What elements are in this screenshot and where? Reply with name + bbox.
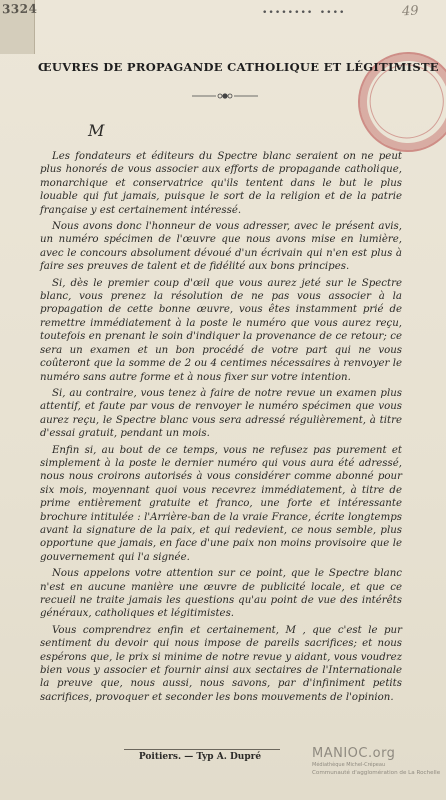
folio-number: 49 <box>401 3 419 20</box>
paragraph: Vous comprendrez enfin et certainement, M , que c'est le pur sentiment du devoir qui nous impose de pareils sacrifices; et nous espérons que, le prix si minime de notre revue y aidant, vous voudrez bien vous y associer et fournir ainsi aux sectaires de l'Internationale la preuve que, nous aussi, nous savons, par d'infiniment petits sacrifices, provoquer et seconder les bons mouvements de l'opinion. <box>40 624 402 703</box>
watermark-line-2: Communauté d'agglomération de La Rochelle <box>312 770 441 776</box>
printer-imprint: Poitiers. — Typ A. Dupré <box>138 752 262 762</box>
footer-divider <box>124 749 280 750</box>
paragraph: Enfin si, au bout de ce temps, vous ne refusez pas purement et simplement à la poste le dernier numéro qui vous aura été adressé, nous nous croirons autorisés à vous considérer comme abonné pour six mois, moyennant quoi vous recevrez immédiatement, à titre de prime entièrement gratuite et franco, une forte et intéressante brochure intitulée : l'Arrière-ban de la vraie France, écrite longtemps avant la signature de la paix, et qui redevient, ce nous semble, plus opportune que jamais, en face d'une paix non moins provisoire que le gouvernement qui l'a signée. <box>40 444 402 563</box>
document-title: ŒUVRES DE PROPAGANDE CATHOLIQUE ET LÉGITIMISTE <box>38 60 439 74</box>
manioc-watermark <box>312 746 446 776</box>
paragraph: Nous appelons votre attention sur ce point, que le Spectre blanc n'est en aucune manière une œuvre de publicité locale, et que ce recueil ne traite jamais les questions qu'au point de vue des intérêts généraux, catholiques et légitimistes. <box>40 568 402 620</box>
watermark-line-1: Médiathèque Michel-Crépeau <box>312 762 386 768</box>
ornament-divider <box>192 91 258 101</box>
library-stamp <box>344 38 446 166</box>
manioc-logo: MANIOC.org <box>312 746 396 761</box>
paragraph: Les fondateurs et éditeurs du Spectre blanc seraient on ne peut plus honorés de vous associer aux efforts de propagande catholique, monarchique et conservatrice qu'ils tentent dans le but le plus louable qui fut jamais, puisque le sort de la religion et de la patrie française y est certainement intéressé. <box>40 151 402 216</box>
paragraph: Si, dès le premier coup d'œil que vous aurez jeté sur le Spectre blanc, vous prenez la résolution de ne pas vous associer à la propagation de cette bonne œuvre, vous êtes instamment prié de remettre immédiatement à la poste le numéro que vous aurez reçu, toutefois en prenant le soin d'indiquer la provenance de ce retour; ce sera un examen et un bon procédé de votre part qui ne vous coûteront que la somme de 2 ou 4 centimes nécessaires à renvoyer le numéro sans autre forme et à nous fixer sur votre intention. <box>40 277 402 383</box>
salutation: M <box>88 121 105 140</box>
paragraph: Nous avons donc l'honneur de vous adresser, avec le présent avis, un numéro spécimen de l'œuvre que nous avons mise en lumière, avec le concours absolument dévoué d'un écrivain qui n'en est plus à faire ses preuves de talent et de fidélité aux bons principes. <box>40 221 402 273</box>
letter-body <box>40 150 402 707</box>
paragraph: Si, au contraire, vous tenez à faire de notre revue un examen plus attentif, et faute par vous de renvoyer le numéro spécimen que vous aurez reçu, le Spectre blanc vous sera adressé régulièrement, à titre d'essai gratuit, pendant un mois. <box>40 387 402 440</box>
top-marks: •••••••• •••• <box>262 8 346 18</box>
catalog-number: 3324 <box>1 1 38 17</box>
